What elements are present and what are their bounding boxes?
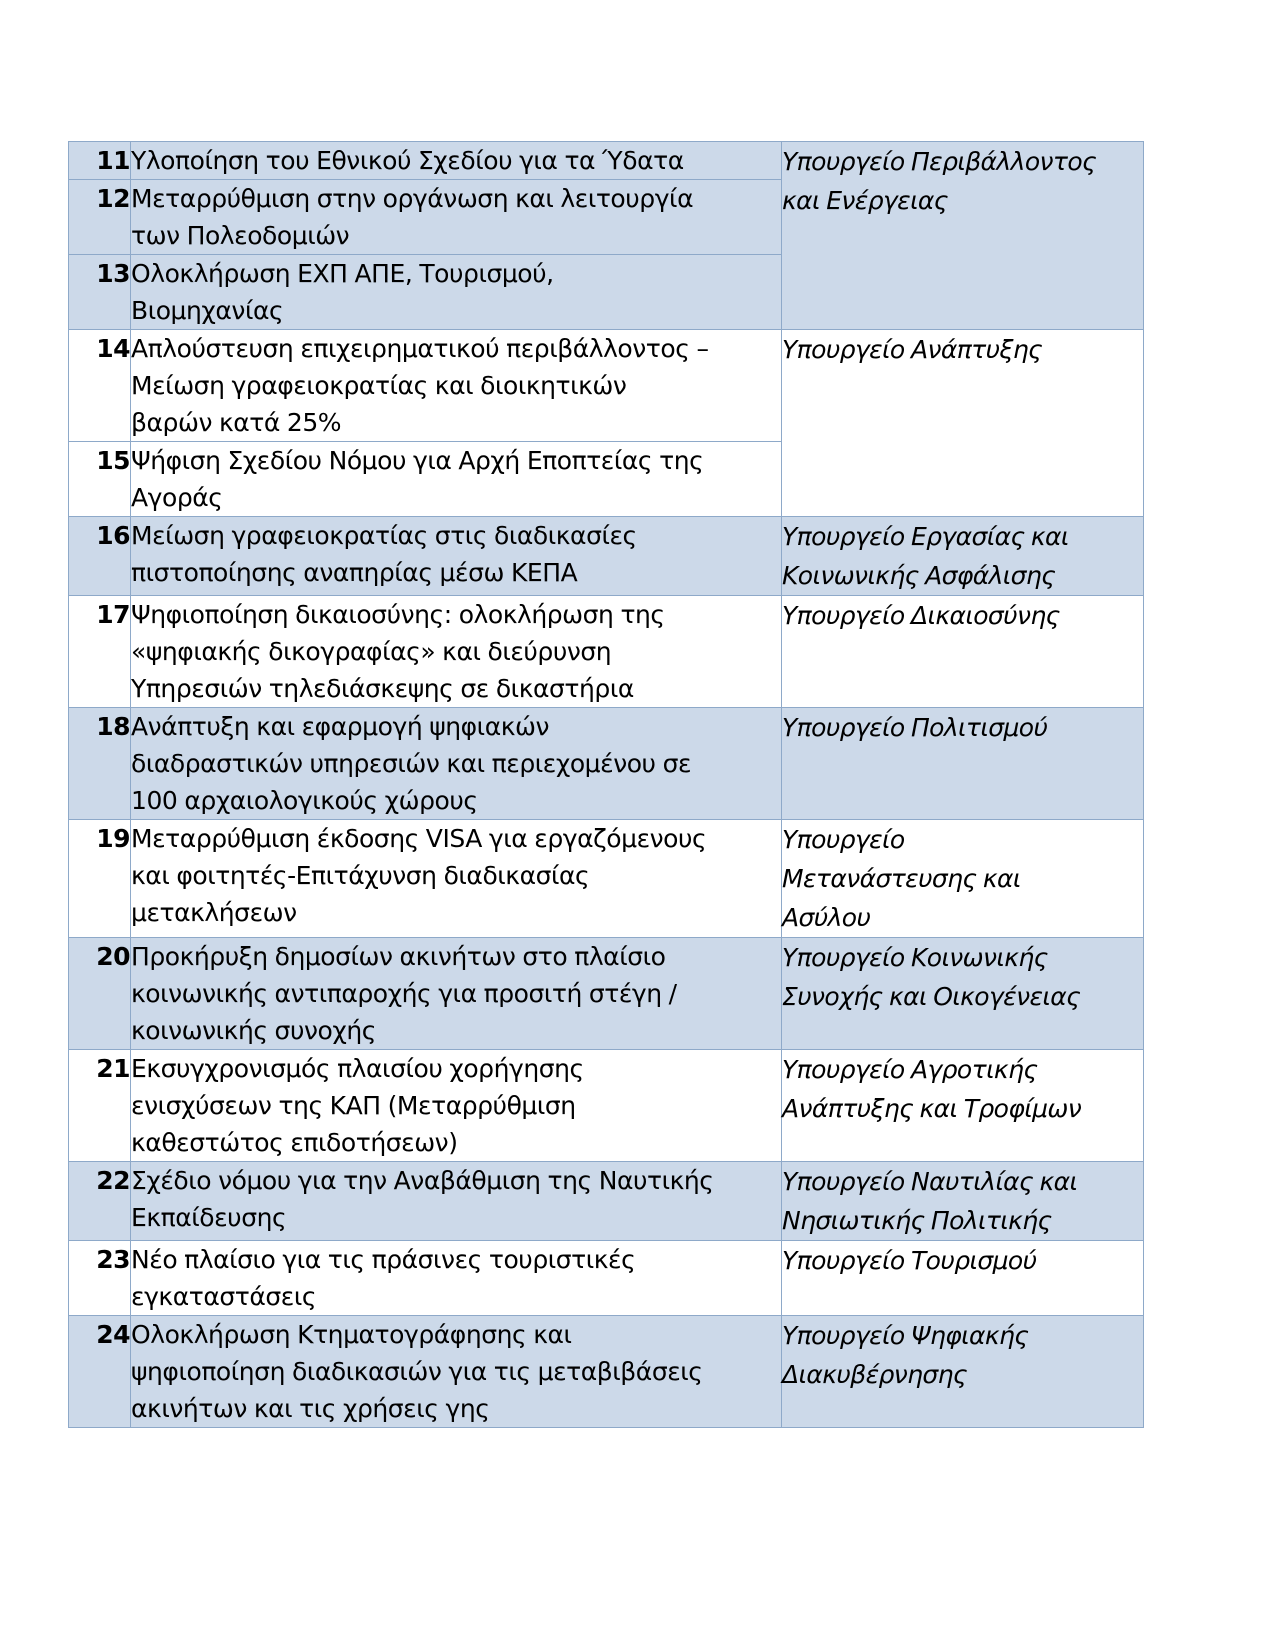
ministry-line: Ανάπτυξης και Τροφίμων (782, 1094, 1082, 1123)
ministry-cell (782, 1050, 1144, 1162)
ministry-line: και Ενέργειας (782, 186, 948, 215)
action-description-cell (131, 517, 782, 596)
table-row (69, 330, 1144, 442)
action-line: βαρών κατά 25% (131, 408, 342, 437)
table-row (69, 142, 1144, 180)
action-line: εγκαταστάσεις (131, 1282, 317, 1311)
ministry-line: Υπουργείο Πολιτισμού (782, 713, 1048, 742)
action-line: κοινωνικής αντιπαροχής για προσιτή στέγη / (131, 979, 677, 1008)
action-line: Ανάπτυξη και εφαρμογή ψηφιακών (131, 712, 550, 741)
action-description-cell (131, 180, 782, 255)
ministry-cell (782, 596, 1144, 708)
row-number-cell: 24 (69, 1316, 131, 1428)
row-number-cell: 16 (69, 517, 131, 596)
ministry-cell (782, 938, 1144, 1050)
action-line: «ψηφιακής δικογραφίας» και διεύρυνση (131, 637, 612, 666)
ministry-cell (782, 708, 1144, 820)
action-line: Βιομηχανίας (131, 296, 284, 325)
actions-table (68, 141, 1144, 1428)
row-number-cell: 19 (69, 820, 131, 938)
action-line: ακινήτων και τις χρήσεις γης (131, 1394, 490, 1423)
action-line: Εκσυγχρονισμός πλαισίου χορήγησης (131, 1054, 584, 1083)
ministry-line: Υπουργείο Κοινωνικής (782, 943, 1048, 972)
row-number-cell: 17 (69, 596, 131, 708)
action-line: Σχέδιο νόμου για την Αναβάθμιση της Ναυτικής (131, 1166, 714, 1195)
table-row (69, 1241, 1144, 1316)
row-number-cell: 14 (69, 330, 131, 442)
action-line: Ψήφιση Σχεδίου Νόμου για Αρχή Εποπτείας της (131, 446, 704, 475)
action-description-cell (131, 330, 782, 442)
action-line: ψηφιοποίηση διαδικασιών για τις μεταβιβάσεις (131, 1357, 703, 1386)
row-number-cell: 22 (69, 1162, 131, 1241)
ministry-line: Υπουργείο Τουρισμού (782, 1246, 1037, 1275)
ministry-line: Υπουργείο Δικαιοσύνης (782, 601, 1060, 630)
ministry-cell (782, 330, 1144, 517)
row-number-cell: 18 (69, 708, 131, 820)
table-row (69, 596, 1144, 708)
ministry-line: Υπουργείο Ανάπτυξης (782, 335, 1043, 364)
row-number-cell: 15 (69, 442, 131, 517)
ministry-line: Υπουργείο Ψηφιακής (782, 1321, 1029, 1350)
ministry-line: Συνοχής και Οικογένειας (782, 982, 1081, 1011)
action-line: κοινωνικής συνοχής (131, 1016, 376, 1045)
ministry-line: Υπουργείο (782, 825, 905, 854)
action-line: Προκήρυξη δημοσίων ακινήτων στο πλαίσιο (131, 942, 666, 971)
table-row (69, 938, 1144, 1050)
action-description-cell (131, 1241, 782, 1316)
action-line: 100 αρχαιολογικούς χώρους (131, 786, 478, 815)
row-number-cell: 11 (69, 142, 131, 180)
action-description-cell (131, 1162, 782, 1241)
action-line: Μείωση γραφειοκρατίας στις διαδικασίες (131, 521, 637, 550)
action-line: Εκπαίδευσης (131, 1203, 287, 1232)
actions-table-wrapper (68, 141, 1143, 1428)
ministry-line: Υπουργείο Αγροτικής (782, 1055, 1038, 1084)
ministry-line: Υπουργείο Εργασίας και (782, 522, 1069, 551)
ministry-cell (782, 820, 1144, 938)
action-line: Μεταρρύθμιση στην οργάνωση και λειτουργία (131, 184, 694, 213)
action-line: καθεστώτος επιδοτήσεων) (131, 1128, 458, 1157)
action-line: μετακλήσεων (131, 898, 297, 927)
ministry-line: Κοινωνικής Ασφάλισης (782, 561, 1056, 590)
actions-table-body (69, 142, 1144, 1428)
ministry-cell (782, 1162, 1144, 1241)
ministry-cell (782, 517, 1144, 596)
action-description-cell (131, 596, 782, 708)
row-number-cell: 13 (69, 255, 131, 330)
action-line: Μεταρρύθμιση έκδοσης VISA για εργαζόμενους (131, 824, 707, 853)
action-line: πιστοποίησης αναπηρίας μέσω ΚΕΠΑ (131, 558, 578, 587)
table-row (69, 1050, 1144, 1162)
action-description-cell (131, 442, 782, 517)
ministry-cell (782, 142, 1144, 330)
action-description-cell (131, 938, 782, 1050)
table-row (69, 1316, 1144, 1428)
action-line: Υλοποίηση του Εθνικού Σχεδίου για τα Ύδατα (131, 146, 684, 175)
action-line: Ψηφιοποίηση δικαιοσύνης: ολοκλήρωση της (131, 600, 665, 629)
ministry-line: Διακυβέρνησης (782, 1360, 967, 1389)
action-line: Νέο πλαίσιο για τις πράσινες τουριστικές (131, 1245, 636, 1274)
action-description-cell (131, 820, 782, 938)
table-row (69, 820, 1144, 938)
action-line: Υπηρεσιών τηλεδιάσκεψης σε δικαστήρια (131, 674, 634, 703)
action-line: ενισχύσεων της ΚΑΠ (Μεταρρύθμιση (131, 1091, 576, 1120)
table-row (69, 1162, 1144, 1241)
ministry-line: Υπουργείο Περιβάλλοντος (782, 147, 1097, 176)
ministry-line: Νησιωτικής Πολιτικής (782, 1206, 1052, 1235)
row-number-cell: 21 (69, 1050, 131, 1162)
action-line: Ολοκλήρωση ΕΧΠ ΑΠΕ, Τουρισμού, (131, 259, 554, 288)
ministry-cell (782, 1241, 1144, 1316)
action-description-cell (131, 142, 782, 180)
row-number-cell: 12 (69, 180, 131, 255)
action-line: Μείωση γραφειοκρατίας και διοικητικών (131, 371, 627, 400)
ministry-cell (782, 1316, 1144, 1428)
action-description-cell (131, 1050, 782, 1162)
ministry-line: Υπουργείο Ναυτιλίας και (782, 1167, 1078, 1196)
ministry-line: Ασύλου (782, 903, 871, 932)
row-number-cell: 23 (69, 1241, 131, 1316)
table-row (69, 708, 1144, 820)
action-line: των Πολεοδομιών (131, 221, 350, 250)
action-line: διαδραστικών υπηρεσιών και περιεχομένου σε (131, 749, 692, 778)
action-description-cell (131, 708, 782, 820)
action-description-cell (131, 255, 782, 330)
row-number-cell: 20 (69, 938, 131, 1050)
table-row (69, 517, 1144, 596)
action-line: Ολοκλήρωση Κτηματογράφησης και (131, 1320, 572, 1349)
action-line: Αγοράς (131, 483, 223, 512)
action-description-cell (131, 1316, 782, 1428)
action-line: και φοιτητές-Επιτάχυνση διαδικασίας (131, 861, 590, 890)
action-line: Απλούστευση επιχειρηματικού περιβάλλοντος – (131, 334, 709, 363)
ministry-line: Μετανάστευσης και (782, 864, 1021, 893)
